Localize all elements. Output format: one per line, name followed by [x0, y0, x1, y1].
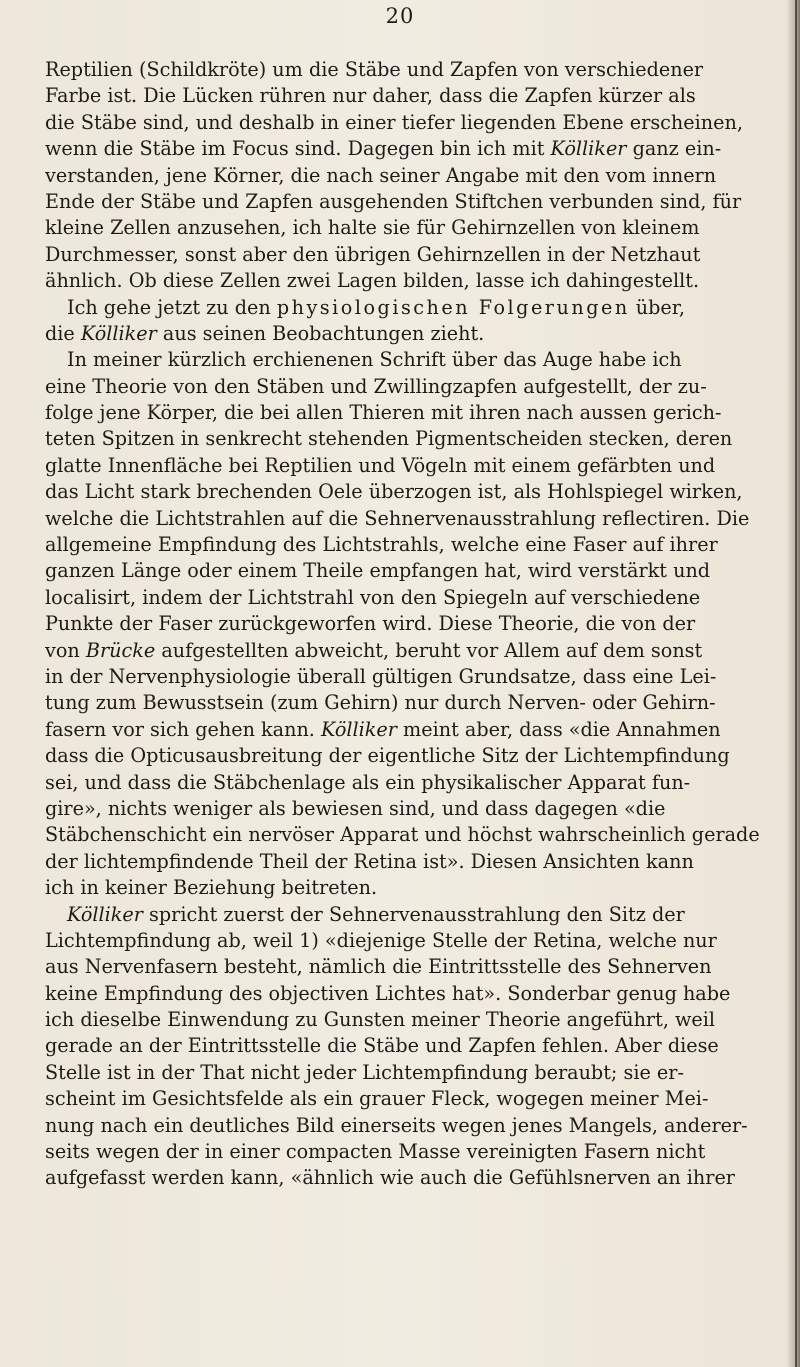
text-line: verstanden, jene Körner, die nach seiner Angabe mit den vom innern [45, 163, 717, 187]
page-gutter-shadow [786, 0, 800, 1367]
text-run: aufgestellten abweicht, beruht vor Allem auf dem sonst [155, 638, 703, 662]
text-line: Stelle ist in der That nicht jeder Lichtempfindung beraubt; sie er- [45, 1060, 684, 1084]
text-run: ganz ein- [626, 137, 722, 161]
text-line: eine Theorie von den Stäben und Zwillingzapfen aufgestellt, der zu- [45, 374, 707, 398]
text-line: teten Spitzen in senkrecht stehenden Pigmentscheiden stecken, deren [45, 427, 733, 451]
text-line: ich dieselbe Einwendung zu Gunsten meiner Theorie angeführt, weil [45, 1008, 716, 1032]
text-line: scheint im Gesichtsfelde als ein grauer Fleck, wogegen meiner Mei- [45, 1087, 709, 1111]
author-name: Kölliker [321, 717, 397, 741]
author-name: Kölliker [80, 321, 157, 345]
text-line: welche die Lichtstrahlen auf die Sehnervenausstrahlung reflectiren. Die [45, 506, 750, 530]
text-line: folge jene Körper, die bei allen Thieren mit ihren nach aussen gerich- [45, 401, 722, 425]
text-run: spricht zuerst der Sehnervenausstrahlung den Sitz der [142, 902, 685, 926]
text-line: ähnlich. Ob diese Zellen zwei Lagen bilden, lasse ich dahingestellt. [45, 269, 700, 293]
text-run: von [45, 638, 86, 662]
text-line: keine Empfindung des objectiven Lichtes hat». Sonderbar genug habe [45, 981, 731, 1005]
text-line: Ende der Stäbe und Zapfen ausgehenden Stiftchen verbunden sind, für [45, 189, 742, 213]
text-line [45, 295, 797, 321]
text-line: tung zum Bewusstsein (zum Gehirn) nur durch Nerven- oder Gehirn- [45, 691, 716, 715]
text-line [45, 717, 797, 743]
author-name: Kölliker [550, 137, 627, 161]
text-line: Lichtempfindung ab, weil 1) «diejenige Stelle der Retina, welche nur [45, 928, 717, 952]
text-line: Durchmesser, sonst aber den übrigen Gehirnzellen in der Netzhaut [45, 242, 701, 266]
text-run: fasern vor sich gehen kann. [45, 717, 322, 741]
text-line: In meiner kürzlich erchienenen Schrift über das Auge habe ich [67, 348, 682, 372]
text-line: gire», nichts weniger als bewiesen sind, und dass dagegen «die [45, 796, 666, 820]
text-line: seits wegen der in einer compacten Masse vereinigten Fasern nicht [45, 1140, 706, 1164]
spaced-emphasis: physiologischen Folgerungen [276, 295, 630, 319]
text-line: die Stäbe sind, und deshalb in einer tiefer liegenden Ebene erscheinen, [45, 110, 743, 134]
text-line: Reptilien (Schildkröte) um die Stäbe und Zapfen von verschiedener [45, 58, 704, 81]
text-run: wenn die Stäbe im Focus sind. Dagegen bin ich mit [45, 137, 551, 161]
text-line: kleine Zellen anzusehen, ich halte sie für Gehirnzellen von kleinem [45, 216, 700, 240]
text-line: allgemeine Empfindung des Lichtstrahls, welche eine Faser auf ihrer [45, 533, 718, 557]
text-run: meint aber, dass «die Annahmen [396, 717, 721, 741]
text-line: Stäbchenschicht ein nervöser Apparat und höchst wahrscheinlich gerade [45, 823, 760, 847]
text-line: das Licht stark brechenden Oele überzogen ist, als Hohlspiegel wirken, [45, 480, 743, 504]
text-line: Farbe ist. Die Lücken rühren nur daher, dass die Zapfen kürzer als [45, 84, 696, 108]
text-line: ganzen Länge oder einem Theile empfangen hat, wird verstärkt und [45, 559, 711, 583]
text-line: gerade an der Eintrittsstelle die Stäbe und Zapfen fehlen. Aber diese [45, 1034, 719, 1058]
text-line: aus Nervenfasern besteht, nämlich die Eintrittsstelle des Sehnerven [45, 955, 712, 979]
text-line: ich in keiner Beziehung beitreten. [45, 876, 378, 900]
text-line: nung nach ein deutliches Bild einerseits wegen jenes Mangels, anderer- [45, 1113, 748, 1137]
text-line: glatte Innenfläche bei Reptilien und Vögeln mit einem gefärbten und [45, 453, 716, 477]
text-line [45, 321, 797, 347]
text-line: dass die Opticusausbreitung der eigentliche Sitz der Lichtempfindung [45, 744, 730, 768]
text-line [45, 638, 797, 664]
body-text [45, 57, 797, 1192]
text-line: sei, und dass die Stäbchenlage als ein physikalischer Apparat fun- [45, 770, 691, 794]
author-name: Kölliker [67, 902, 143, 926]
text-line: der lichtempfindende Theil der Retina ist». Diesen Ansichten kann [45, 849, 694, 873]
text-run: Ich gehe jetzt zu den [67, 295, 277, 319]
text-run: aus seinen Beobachtungen zieht. [156, 321, 485, 345]
text-run: die [45, 321, 81, 345]
text-run: über, [629, 295, 685, 319]
text-line: aufgefasst werden kann, «ähnlich wie auch die Gefühlsnerven an ihrer [45, 1166, 735, 1190]
binding-edge [795, 0, 797, 1367]
text-line: localisirt, indem der Lichtstrahl von den Spiegeln auf verschiedene [45, 585, 701, 609]
page-number: 20 [385, 4, 415, 28]
text-line [45, 902, 797, 928]
author-name: Brücke [85, 638, 156, 662]
text-line: Punkte der Faser zurückgeworfen wird. Diese Theorie, die von der [45, 612, 696, 636]
text-line: in der Nervenphysiologie überall gültigen Grundsatze, dass eine Lei- [45, 664, 717, 688]
text-line [45, 136, 797, 162]
